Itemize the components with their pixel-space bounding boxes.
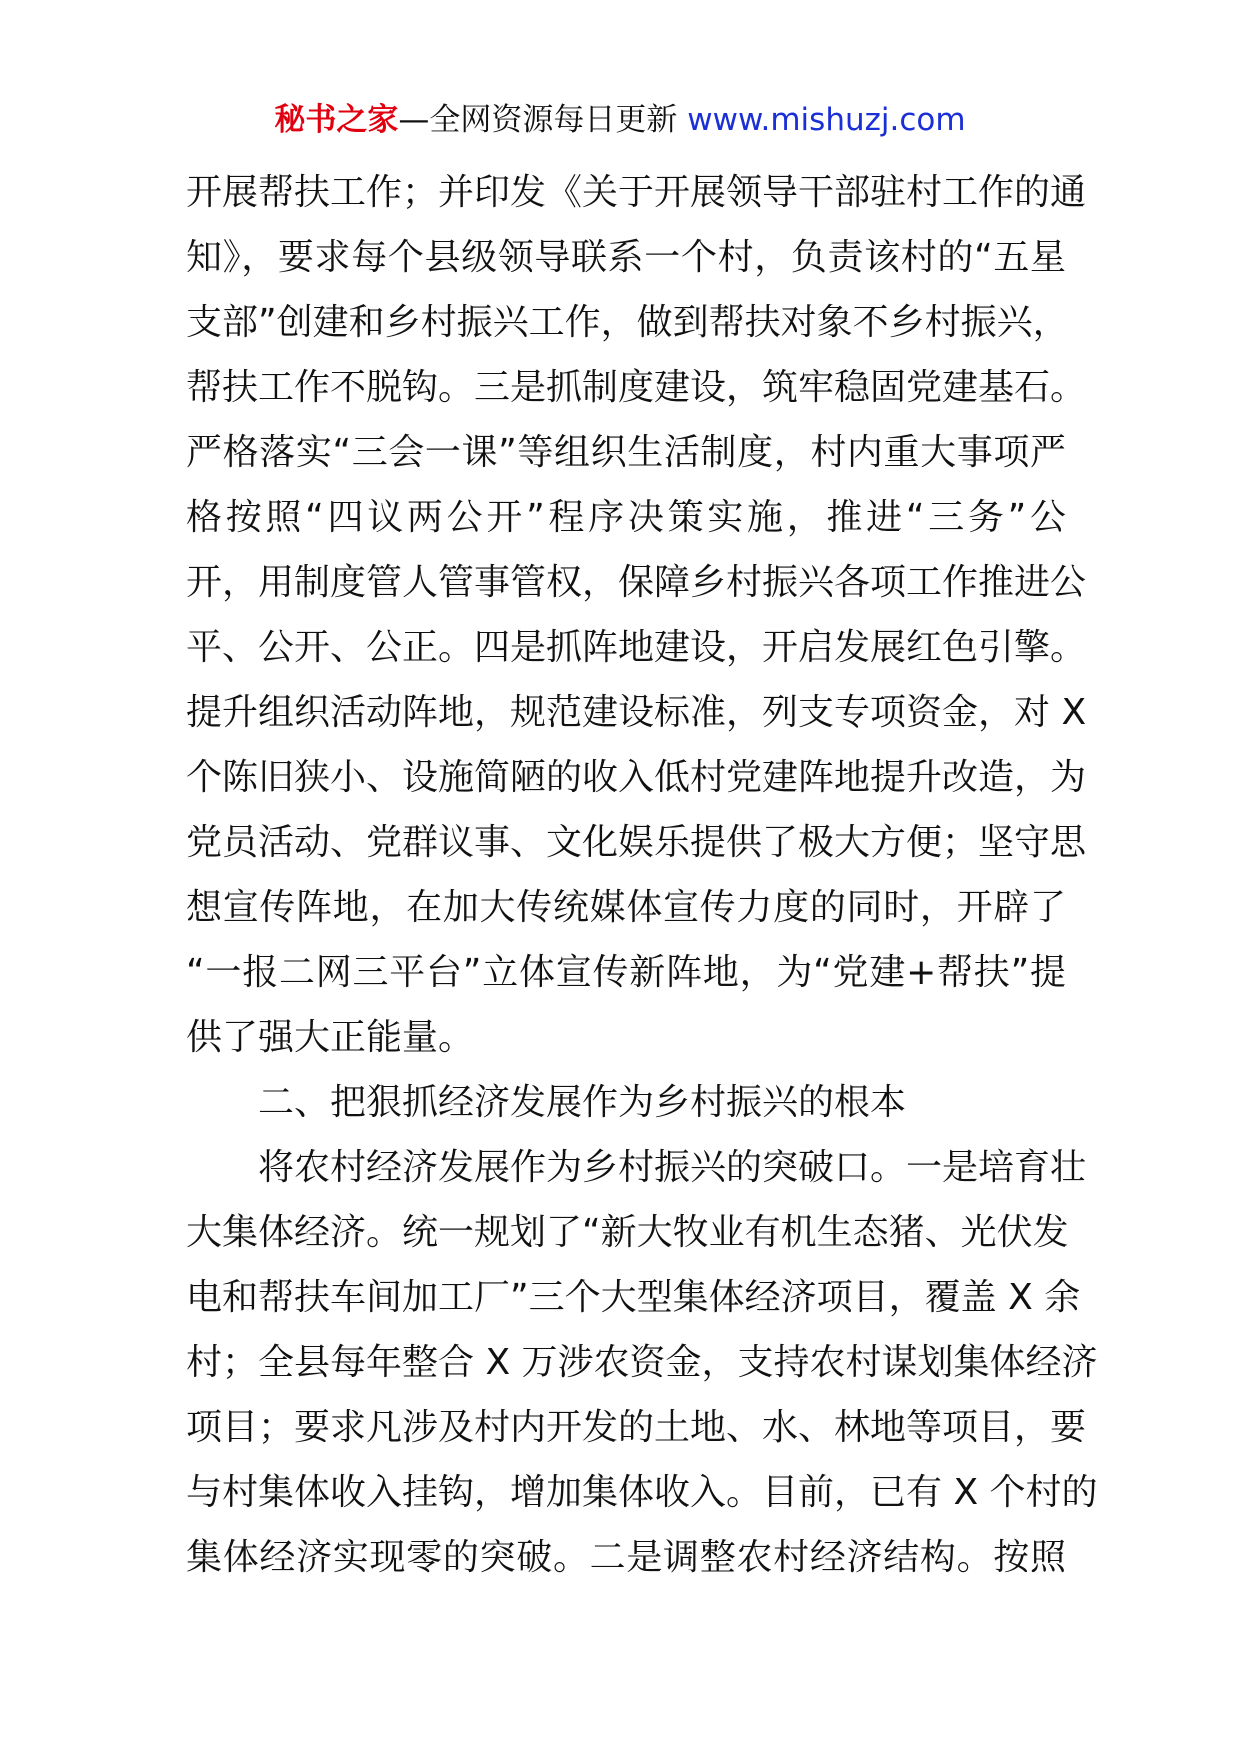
body-line: 严格落实“三会一课”等组织生活制度，村内重大事项严: [186, 432, 1066, 473]
body-line: 村；全县每年整合 X 万涉农资金，支持农村谋划集体经济: [186, 1342, 1098, 1383]
body-line: 党员活动、党群议事、文化娱乐提供了极大方便；坚守思: [186, 822, 1087, 863]
body-line: 知》，要求每个县级领导联系一个村，负责该村的“五星: [186, 237, 1066, 278]
body-line: 开，用制度管人管事管权，保障乡村振兴各项工作推进公: [186, 562, 1087, 603]
body-line: 提升组织活动阵地，规范建设标准，列支专项资金，对 X: [186, 692, 1087, 733]
body-line: 格按照“四议两公开”程序决策实施，推进“三务”公: [186, 497, 1066, 538]
site-url-link[interactable]: www.mishuzj.com: [687, 102, 966, 138]
body-line: 帮扶工作不脱钩。三是抓制度建设，筑牢稳固党建基石。: [186, 367, 1087, 408]
body-line: 电和帮扶车间加工厂”三个大型集体经济项目，覆盖 X 余: [186, 1277, 1081, 1318]
body-line: 支部”创建和乡村振兴工作，做到帮扶对象不乡村振兴，: [186, 302, 1069, 343]
body-line: 项目；要求凡涉及村内开发的土地、水、林地等项目，要: [186, 1407, 1087, 1448]
body-line: 个陈旧狭小、设施简陋的收入低村党建阵地提升改造，为: [186, 757, 1087, 798]
brand-name: 秘书之家: [274, 102, 399, 138]
header-tagline: —全网资源每日更新: [398, 102, 688, 138]
body-line-paragraph-start: 将农村经济发展作为乡村振兴的突破口。一是培育壮: [258, 1147, 1087, 1188]
body-line: 大集体经济。统一规划了“新大牧业有机生态猪、光伏发: [186, 1212, 1069, 1253]
body-line: “一报二网三平台”立体宣传新阵地，为“党建+帮扶”提: [186, 952, 1066, 993]
page-header: [0, 100, 1240, 140]
section-heading: 二、把狠抓经济发展作为乡村振兴的根本: [258, 1082, 907, 1123]
body-line: 与村集体收入挂钩，增加集体收入。目前，已有 X 个村的: [186, 1472, 1098, 1513]
body-line: 想宣传阵地，在加大传统媒体宣传力度的同时，开辟了: [186, 887, 1066, 928]
body-line: 集体经济实现零的突破。二是调整农村经济结构。按照: [186, 1537, 1066, 1578]
body-line: 开展帮扶工作；并印发《关于开展领导干部驻村工作的通: [186, 172, 1087, 213]
document-body: [186, 160, 1098, 1590]
body-line-paragraph-end: 供了强大正能量。: [186, 1017, 475, 1058]
body-line: 平、公开、公正。四是抓阵地建设，开启发展红色引擎。: [186, 627, 1087, 668]
